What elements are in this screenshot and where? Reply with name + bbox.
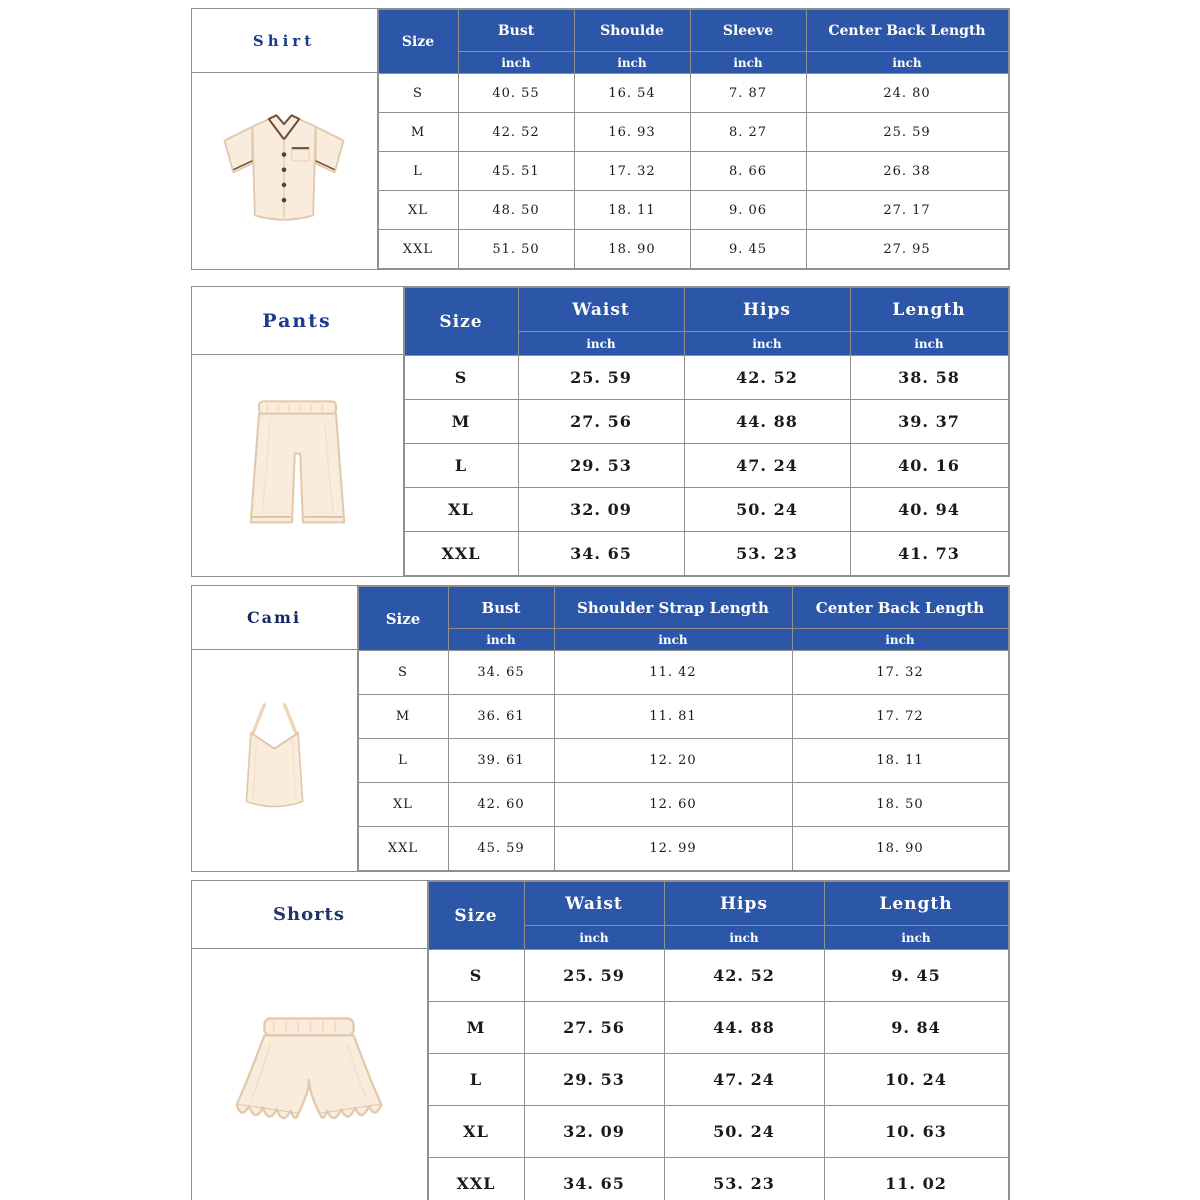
measurement-cell: 45. 51 <box>458 152 574 191</box>
measurement-cell: 12. 99 <box>554 827 792 871</box>
table-row <box>404 400 1008 444</box>
measurement-cell: 7. 87 <box>690 74 806 113</box>
measurement-cell: 34. 65 <box>524 1158 664 1200</box>
table-row <box>378 152 1008 191</box>
unit-label: inch <box>664 926 824 950</box>
measurement-cell: 39. 37 <box>850 400 1008 444</box>
measurement-cell: 53. 23 <box>664 1158 824 1200</box>
unit-label: inch <box>684 332 850 356</box>
measurement-cell: 53. 23 <box>684 532 850 576</box>
column-header-sleeve: Sleeve <box>690 10 806 52</box>
measurement-cell: 17. 32 <box>574 152 690 191</box>
measurement-cell: 9. 45 <box>824 950 1008 1002</box>
size-cell: S <box>428 950 524 1002</box>
table-row <box>404 488 1008 532</box>
size-cell: XL <box>358 783 448 827</box>
measurement-cell: 18. 90 <box>574 230 690 269</box>
product-name: Cami <box>192 586 357 650</box>
shorts-image <box>192 949 427 1200</box>
measurement-cell: 47. 24 <box>684 444 850 488</box>
shirt-product-column <box>192 9 378 269</box>
size-cell: XL <box>378 191 458 230</box>
table-row <box>428 1002 1008 1054</box>
measurement-cell: 8. 27 <box>690 113 806 152</box>
size-cell: L <box>358 739 448 783</box>
measurement-cell: 17. 32 <box>792 651 1008 695</box>
size-cell: S <box>358 651 448 695</box>
measurement-cell: 36. 61 <box>448 695 554 739</box>
size-cell: L <box>404 444 518 488</box>
size-cell: S <box>378 74 458 113</box>
column-header-shoulder-strap-length: Shoulder Strap Length <box>554 587 792 629</box>
measurement-cell: 32. 09 <box>518 488 684 532</box>
size-cell: XL <box>428 1106 524 1158</box>
column-header-size: Size <box>358 587 448 651</box>
size-cell: L <box>378 152 458 191</box>
measurement-cell: 8. 66 <box>690 152 806 191</box>
column-header-size: Size <box>404 288 518 356</box>
size-cell: L <box>428 1054 524 1106</box>
column-header-center-back-length: Center Back Length <box>806 10 1008 52</box>
measurement-cell: 39. 61 <box>448 739 554 783</box>
measurement-cell: 50. 24 <box>684 488 850 532</box>
measurement-cell: 42. 52 <box>664 950 824 1002</box>
table-row <box>358 695 1008 739</box>
measurement-cell: 16. 54 <box>574 74 690 113</box>
unit-label: inch <box>524 926 664 950</box>
measurement-cell: 42. 52 <box>458 113 574 152</box>
measurement-cell: 40. 16 <box>850 444 1008 488</box>
measurement-cell: 25. 59 <box>524 950 664 1002</box>
measurement-cell: 29. 53 <box>518 444 684 488</box>
cami-image <box>192 650 357 871</box>
column-header-length: Length <box>850 288 1008 332</box>
table-row <box>404 444 1008 488</box>
pants-product-column <box>192 287 404 576</box>
table-row <box>428 1106 1008 1158</box>
measurement-cell: 34. 65 <box>448 651 554 695</box>
shorts-size-table <box>191 880 1010 1200</box>
measurement-cell: 45. 59 <box>448 827 554 871</box>
size-cell: XXL <box>404 532 518 576</box>
measurement-cell: 18. 50 <box>792 783 1008 827</box>
unit-label: inch <box>448 629 554 651</box>
size-cell: S <box>404 356 518 400</box>
measurement-cell: 44. 88 <box>684 400 850 444</box>
measurement-cell: 41. 73 <box>850 532 1008 576</box>
table-row <box>378 74 1008 113</box>
size-cell: XXL <box>378 230 458 269</box>
table-row <box>358 739 1008 783</box>
measurement-cell: 47. 24 <box>664 1054 824 1106</box>
shirt-image <box>192 73 377 269</box>
cami-measurements <box>358 586 1009 871</box>
table-row <box>428 950 1008 1002</box>
size-cell: XXL <box>428 1158 524 1200</box>
measurement-cell: 25. 59 <box>806 113 1008 152</box>
unit-label: inch <box>806 52 1008 74</box>
measurement-cell: 17. 72 <box>792 695 1008 739</box>
column-header-size: Size <box>428 882 524 950</box>
measurement-cell: 27. 56 <box>524 1002 664 1054</box>
table-row <box>404 356 1008 400</box>
unit-label: inch <box>518 332 684 356</box>
measurement-cell: 25. 59 <box>518 356 684 400</box>
unit-label: inch <box>574 52 690 74</box>
size-cell: XL <box>404 488 518 532</box>
shorts-measurements <box>428 881 1009 1200</box>
column-header-bust: Bust <box>458 10 574 52</box>
pants-size-table <box>191 286 1010 577</box>
product-name: Pants <box>192 287 403 355</box>
measurement-cell: 48. 50 <box>458 191 574 230</box>
measurement-cell: 42. 60 <box>448 783 554 827</box>
measurement-cell: 44. 88 <box>664 1002 824 1054</box>
table-row <box>428 1054 1008 1106</box>
product-name: Shirt <box>192 9 377 73</box>
table-row <box>378 113 1008 152</box>
table-row <box>358 827 1008 871</box>
size-cell: XXL <box>358 827 448 871</box>
measurement-cell: 40. 94 <box>850 488 1008 532</box>
measurement-cell: 27. 17 <box>806 191 1008 230</box>
measurement-cell: 9. 45 <box>690 230 806 269</box>
column-header-hips: Hips <box>664 882 824 926</box>
table-row <box>378 230 1008 269</box>
measurement-cell: 32. 09 <box>524 1106 664 1158</box>
measurement-cell: 12. 20 <box>554 739 792 783</box>
shirt-measurements <box>378 9 1009 269</box>
measurement-cell: 11. 42 <box>554 651 792 695</box>
column-header-waist: Waist <box>524 882 664 926</box>
column-header-hips: Hips <box>684 288 850 332</box>
measurement-cell: 51. 50 <box>458 230 574 269</box>
table-row <box>428 1158 1008 1200</box>
measurement-cell: 40. 55 <box>458 74 574 113</box>
measurement-cell: 34. 65 <box>518 532 684 576</box>
measurement-cell: 27. 56 <box>518 400 684 444</box>
column-header-size: Size <box>378 10 458 74</box>
measurement-cell: 18. 11 <box>792 739 1008 783</box>
measurement-cell: 16. 93 <box>574 113 690 152</box>
shirt-size-table <box>191 8 1010 270</box>
measurement-cell: 42. 52 <box>684 356 850 400</box>
measurement-cell: 38. 58 <box>850 356 1008 400</box>
measurement-cell: 12. 60 <box>554 783 792 827</box>
measurement-cell: 10. 24 <box>824 1054 1008 1106</box>
column-header-length: Length <box>824 882 1008 926</box>
size-cell: M <box>358 695 448 739</box>
unit-label: inch <box>850 332 1008 356</box>
measurement-cell: 27. 95 <box>806 230 1008 269</box>
measurement-cell: 9. 84 <box>824 1002 1008 1054</box>
measurement-cell: 18. 90 <box>792 827 1008 871</box>
cami-size-table <box>191 585 1010 872</box>
measurement-cell: 50. 24 <box>664 1106 824 1158</box>
measurement-cell: 10. 63 <box>824 1106 1008 1158</box>
unit-label: inch <box>792 629 1008 651</box>
column-header-waist: Waist <box>518 288 684 332</box>
measurement-cell: 26. 38 <box>806 152 1008 191</box>
measurement-cell: 24. 80 <box>806 74 1008 113</box>
measurement-cell: 18. 11 <box>574 191 690 230</box>
measurement-cell: 11. 02 <box>824 1158 1008 1200</box>
product-name: Shorts <box>192 881 427 949</box>
column-header-center-back-length: Center Back Length <box>792 587 1008 629</box>
size-cell: M <box>378 113 458 152</box>
measurement-cell: 9. 06 <box>690 191 806 230</box>
cami-product-column <box>192 586 358 871</box>
measurement-cell: 29. 53 <box>524 1054 664 1106</box>
size-cell: M <box>404 400 518 444</box>
table-row <box>378 191 1008 230</box>
column-header-shoulder: Shoulde <box>574 10 690 52</box>
table-row <box>358 783 1008 827</box>
column-header-bust: Bust <box>448 587 554 629</box>
unit-label: inch <box>824 926 1008 950</box>
table-row <box>404 532 1008 576</box>
size-cell: M <box>428 1002 524 1054</box>
pants-image <box>192 355 403 576</box>
unit-label: inch <box>458 52 574 74</box>
unit-label: inch <box>690 52 806 74</box>
unit-label: inch <box>554 629 792 651</box>
measurement-cell: 11. 81 <box>554 695 792 739</box>
table-row <box>358 651 1008 695</box>
shorts-product-column <box>192 881 428 1200</box>
pants-measurements <box>404 287 1009 576</box>
